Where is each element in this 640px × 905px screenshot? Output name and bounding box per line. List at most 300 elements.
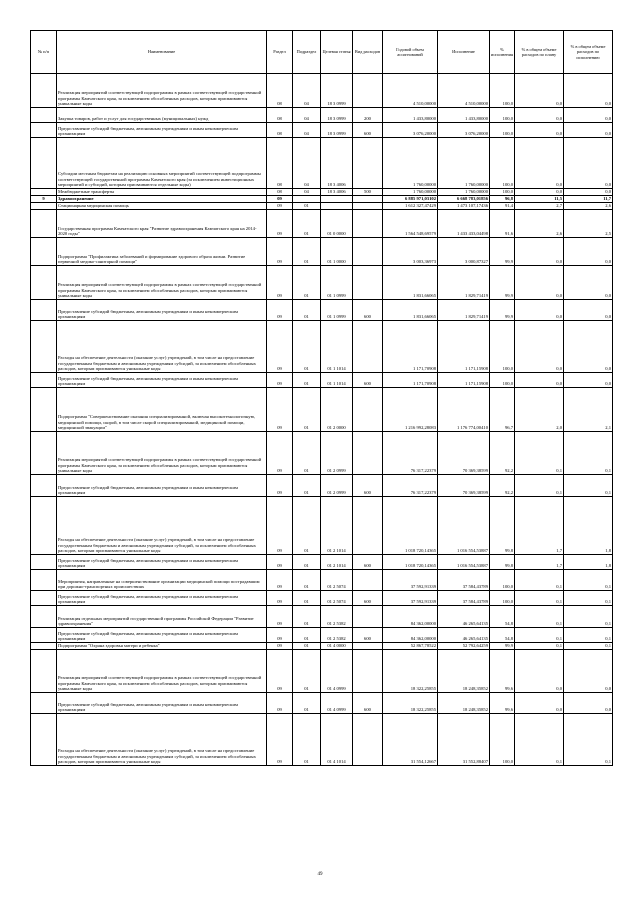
- cell-annual-plan: 1 831,66065: [383, 266, 438, 300]
- cell-name: Реализация мероприятий соответствующей подпрограммы в рамках соответствующей государственной программы Камчатского края, за исключением обособленных расходов, которым присваиваются уникальные коды: [57, 266, 267, 300]
- cell-share-execution: 0,1: [564, 432, 613, 475]
- cell-share-plan: 2,6: [515, 210, 564, 238]
- cell-share-execution: 0,0: [564, 108, 613, 123]
- header-razdel: Раздел: [267, 31, 293, 74]
- cell-share-plan: 0,0: [515, 108, 564, 123]
- cell-razdel: 09: [267, 388, 293, 432]
- cell-share-execution: 0,1: [564, 591, 613, 606]
- cell-share-plan: 0,1: [515, 628, 564, 643]
- cell-execution: 70 369,38599: [438, 475, 490, 497]
- cell-share-execution: 1,8: [564, 497, 613, 555]
- cell-share-plan: 0,0: [515, 321, 564, 373]
- table-row: [31, 74, 613, 108]
- cell-execution-pct: 100,0: [490, 321, 515, 373]
- cell-expense-type: 200: [353, 108, 383, 123]
- cell-expense-type: [353, 714, 383, 766]
- cell-execution-pct: 96,8: [490, 196, 515, 203]
- table-row: [31, 203, 613, 210]
- cell-share-plan: 2,0: [515, 388, 564, 432]
- cell-share-execution: 0,1: [564, 570, 613, 591]
- cell-execution-pct: 100,0: [490, 138, 515, 189]
- cell-execution-pct: 99,9: [490, 300, 515, 321]
- cell-share-plan: 11,5: [515, 196, 564, 203]
- header-execution-pct: % исполнения: [490, 31, 515, 74]
- cell-execution-pct: 100,0: [490, 108, 515, 123]
- cell-num: [31, 373, 57, 388]
- cell-annual-plan: 3 076,20000: [383, 123, 438, 138]
- cell-execution-pct: 100,0: [490, 123, 515, 138]
- cell-name: Реализация мероприятий соответствующей подпрограммы в рамках соответствующей государственной программы Камчатского края, за исключением обособленных расходов, которым присваиваются уникальные коды: [57, 432, 267, 475]
- cell-num: [31, 714, 57, 766]
- cell-name: Предоставление субсидий бюджетным, автономным учреждениям и иным некоммерческим организациям: [57, 475, 267, 497]
- cell-target-article: 01 4 1014: [321, 714, 353, 766]
- cell-name: Мероприятия, направленные на совершенствование организации медицинской помощи пострадавшим при дорожно-транспортных происшествиях: [57, 570, 267, 591]
- cell-expense-type: [353, 388, 383, 432]
- cell-target-article: 01 2 0999: [321, 475, 353, 497]
- cell-execution: 18 248,35852: [438, 693, 490, 714]
- cell-num: [31, 189, 57, 196]
- cell-name: Расходы на обеспечение деятельности (оказание услуг) учреждений, в том числе на предоставление государственным бюджетным и автономным учреждениям субсидий, за исключением обособленных расходов, которым присваиваются уникальные коды: [57, 714, 267, 766]
- cell-share-execution: 0,0: [564, 373, 613, 388]
- cell-name: Субсидии местным бюджетам на реализацию основных мероприятий соответствующей подпрограммы соответствующей государственной программы Камчатского края (за исключением инвестиционных мероприятий и субсидий, которым присваиваются отдельные коды): [57, 138, 267, 189]
- cell-annual-plan: 52 867,78522: [383, 643, 438, 650]
- cell-share-plan: 0,0: [515, 373, 564, 388]
- cell-share-execution: 1,8: [564, 555, 613, 570]
- table-row: [31, 321, 613, 373]
- cell-target-article: 01 2 5074: [321, 591, 353, 606]
- cell-execution-pct: 92,2: [490, 432, 515, 475]
- table-row: [31, 373, 613, 388]
- cell-share-execution: 0,0: [564, 300, 613, 321]
- table-row: [31, 210, 613, 238]
- cell-execution: 1 760,00000: [438, 189, 490, 196]
- cell-expense-type: [353, 238, 383, 266]
- cell-execution: 1 433,80000: [438, 108, 490, 123]
- cell-target-article: 01 2 0999: [321, 432, 353, 475]
- cell-num: [31, 138, 57, 189]
- cell-name: Расходы на обеспечение деятельности (оказание услуг) учреждений, в том числе на предоставление государственным бюджетным и автономным учреждениям субсидий, за исключением обособленных расходов, которым присваиваются уникальные коды: [57, 497, 267, 555]
- cell-share-plan: 0,0: [515, 238, 564, 266]
- cell-podrazdel: 01: [293, 321, 321, 373]
- cell-share-plan: 0,0: [515, 693, 564, 714]
- cell-target-article: 01 1 0999: [321, 300, 353, 321]
- table-row: [31, 643, 613, 650]
- cell-execution: 70 369,38599: [438, 432, 490, 475]
- cell-razdel: 08: [267, 108, 293, 123]
- table-row: [31, 475, 613, 497]
- cell-razdel: 08: [267, 138, 293, 189]
- cell-expense-type: [353, 650, 383, 693]
- cell-target-article: 18 3 0999: [321, 123, 353, 138]
- cell-podrazdel: 01: [293, 388, 321, 432]
- cell-podrazdel: 01: [293, 606, 321, 628]
- cell-share-execution: 0,0: [564, 238, 613, 266]
- cell-num: [31, 74, 57, 108]
- cell-expense-type: 600: [353, 555, 383, 570]
- cell-execution: 37 584,43789: [438, 570, 490, 591]
- cell-name: Предоставление субсидий бюджетным, автономным учреждениям и иным некоммерческим организациям: [57, 591, 267, 606]
- cell-num: [31, 555, 57, 570]
- cell-num: [31, 300, 57, 321]
- cell-name: Предоставление субсидий бюджетным, автономным учреждениям и иным некоммерческим организациям: [57, 555, 267, 570]
- cell-annual-plan: 1 433,80000: [383, 108, 438, 123]
- cell-annual-plan: 1 216 992,28083: [383, 388, 438, 432]
- cell-expense-type: [353, 210, 383, 238]
- cell-execution: 31 552,88407: [438, 714, 490, 766]
- cell-expense-type: [353, 203, 383, 210]
- cell-podrazdel: 04: [293, 189, 321, 196]
- cell-target-article: 01 2 1014: [321, 497, 353, 555]
- cell-execution: 1 176 774,00410: [438, 388, 490, 432]
- table-row: [31, 555, 613, 570]
- cell-name: Предоставление субсидий бюджетным, автономным учреждениям и иным некоммерческим организациям: [57, 300, 267, 321]
- cell-target-article: 01 2 5382: [321, 628, 353, 643]
- cell-execution-pct: 99,9: [490, 266, 515, 300]
- table-row: [31, 591, 613, 606]
- cell-name: Стационарная медицинская помощь: [57, 203, 267, 210]
- table-row: [31, 650, 613, 693]
- header-share-execution: % в общем объеме расходов по исполнению: [564, 31, 613, 74]
- cell-share-execution: 2,5: [564, 210, 613, 238]
- cell-target-article: 01 1 0999: [321, 266, 353, 300]
- cell-num: [31, 210, 57, 238]
- cell-expense-type: [353, 497, 383, 555]
- cell-target-article: 01 0 0000: [321, 210, 353, 238]
- table-row: [31, 388, 613, 432]
- cell-execution: 1 171,15908: [438, 373, 490, 388]
- cell-name: Подпрограмма "Совершенствование оказания специализированной, включая высокотехнологичную, медицинской помощи, скорой, в том числе скорой специализированной, медицинской помощи, медицинской эвакуации": [57, 388, 267, 432]
- table-header-row: [31, 31, 613, 74]
- table-row: [31, 108, 613, 123]
- cell-name: Реализация мероприятий соответствующей подпрограммы в рамках соответствующей государственной программы Камчатского края, за исключением обособленных расходов, которым присваиваются уникальные коды: [57, 650, 267, 693]
- cell-num: [31, 203, 57, 210]
- cell-expense-type: 600: [353, 300, 383, 321]
- cell-expense-type: 500: [353, 189, 383, 196]
- cell-share-execution: 0,0: [564, 123, 613, 138]
- cell-razdel: 09: [267, 570, 293, 591]
- table-row: [31, 714, 613, 766]
- cell-annual-plan: 76 317,22379: [383, 475, 438, 497]
- cell-annual-plan: 1 760,00000: [383, 138, 438, 189]
- cell-execution-pct: 100,0: [490, 74, 515, 108]
- cell-execution: 1 473 107,17436: [438, 203, 490, 210]
- table-row: [31, 570, 613, 591]
- cell-target-article: 18 3 0999: [321, 108, 353, 123]
- cell-expense-type: 600: [353, 591, 383, 606]
- cell-razdel: 09: [267, 432, 293, 475]
- cell-share-plan: 0,0: [515, 74, 564, 108]
- cell-share-plan: 0,0: [515, 189, 564, 196]
- table-row: [31, 266, 613, 300]
- cell-target-article: 01 1 0000: [321, 238, 353, 266]
- cell-target-article: 01 2 5074: [321, 570, 353, 591]
- cell-share-plan: 0,1: [515, 432, 564, 475]
- cell-podrazdel: 01: [293, 266, 321, 300]
- cell-share-plan: 1,7: [515, 497, 564, 555]
- cell-execution: 4 510,00000: [438, 74, 490, 108]
- cell-execution: 1 171,15908: [438, 321, 490, 373]
- cell-target-article: [321, 196, 353, 203]
- cell-podrazdel: 01: [293, 432, 321, 475]
- cell-execution-pct: 99,9: [490, 643, 515, 650]
- cell-annual-plan: 31 554,12667: [383, 714, 438, 766]
- cell-num: [31, 266, 57, 300]
- cell-expense-type: [353, 432, 383, 475]
- cell-annual-plan: 76 317,22379: [383, 432, 438, 475]
- cell-execution-pct: 100,0: [490, 591, 515, 606]
- cell-podrazdel: 01: [293, 373, 321, 388]
- cell-annual-plan: 1 171,70908: [383, 321, 438, 373]
- cell-share-execution: 2,6: [564, 203, 613, 210]
- document-page: [30, 30, 612, 766]
- cell-execution: 46 265,64135: [438, 606, 490, 628]
- cell-razdel: 09: [267, 650, 293, 693]
- cell-share-execution: 0,0: [564, 266, 613, 300]
- cell-execution: 18 248,35852: [438, 650, 490, 693]
- cell-expense-type: [353, 321, 383, 373]
- cell-share-execution: 0,0: [564, 138, 613, 189]
- cell-annual-plan: 4 510,00000: [383, 74, 438, 108]
- table-body: [31, 74, 613, 766]
- cell-podrazdel: 01: [293, 300, 321, 321]
- cell-share-plan: 0,1: [515, 570, 564, 591]
- cell-share-plan: 2,7: [515, 203, 564, 210]
- cell-expense-type: 600: [353, 475, 383, 497]
- cell-podrazdel: 01: [293, 475, 321, 497]
- cell-target-article: 01 2 0000: [321, 388, 353, 432]
- cell-razdel: 09: [267, 203, 293, 210]
- cell-execution: 1 760,00000: [438, 138, 490, 189]
- cell-num: [31, 321, 57, 373]
- cell-podrazdel: 04: [293, 138, 321, 189]
- cell-execution-pct: 99,8: [490, 555, 515, 570]
- cell-share-plan: 0,0: [515, 123, 564, 138]
- cell-share-execution: 0,1: [564, 475, 613, 497]
- cell-execution-pct: 100,0: [490, 189, 515, 196]
- cell-execution-pct: 99,8: [490, 497, 515, 555]
- cell-num: 9: [31, 196, 57, 203]
- cell-razdel: 09: [267, 628, 293, 643]
- cell-podrazdel: 01: [293, 693, 321, 714]
- cell-share-execution: 0,0: [564, 321, 613, 373]
- cell-execution: 3 000,87327: [438, 238, 490, 266]
- cell-num: [31, 388, 57, 432]
- cell-execution: 1 016 554,53887: [438, 497, 490, 555]
- cell-razdel: 09: [267, 555, 293, 570]
- cell-num: [31, 628, 57, 643]
- header-target-article: Целевая статья: [321, 31, 353, 74]
- cell-annual-plan: 37 592,91339: [383, 591, 438, 606]
- cell-execution-pct: 100,0: [490, 373, 515, 388]
- cell-name: Закупка товаров, работ и услуг для государственных (муниципальных) нужд: [57, 108, 267, 123]
- header-name: Наименование: [57, 31, 267, 74]
- cell-name: Предоставление субсидий бюджетным, автономным учреждениям и иным некоммерческим организациям: [57, 373, 267, 388]
- cell-execution-pct: 54,8: [490, 606, 515, 628]
- cell-annual-plan: 3 003,36973: [383, 238, 438, 266]
- cell-num: [31, 108, 57, 123]
- cell-annual-plan: 84 362,00000: [383, 606, 438, 628]
- cell-podrazdel: 01: [293, 203, 321, 210]
- table-row: [31, 606, 613, 628]
- cell-podrazdel: 01: [293, 650, 321, 693]
- cell-share-plan: 0,0: [515, 650, 564, 693]
- cell-podrazdel: 01: [293, 497, 321, 555]
- cell-execution-pct: 100,0: [490, 570, 515, 591]
- cell-num: [31, 643, 57, 650]
- cell-name: Реализация мероприятий соответствующей подпрограммы в рамках соответствующей государственной программы Камчатского края, за исключением обособленных расходов, которым присваиваются уникальные коды: [57, 74, 267, 108]
- cell-num: [31, 650, 57, 693]
- cell-share-execution: 0,1: [564, 714, 613, 766]
- cell-share-plan: 0,0: [515, 266, 564, 300]
- cell-execution-pct: 100,0: [490, 714, 515, 766]
- cell-execution: 3 076,20000: [438, 123, 490, 138]
- cell-podrazdel: 01: [293, 643, 321, 650]
- cell-podrazdel: 01: [293, 570, 321, 591]
- cell-podrazdel: [293, 196, 321, 203]
- cell-podrazdel: 01: [293, 714, 321, 766]
- cell-annual-plan: 84 362,00000: [383, 628, 438, 643]
- cell-share-execution: 0,0: [564, 74, 613, 108]
- cell-expense-type: [353, 138, 383, 189]
- cell-share-plan: 1,7: [515, 555, 564, 570]
- cell-podrazdel: 01: [293, 555, 321, 570]
- cell-podrazdel: 04: [293, 74, 321, 108]
- table-row: [31, 196, 613, 203]
- cell-razdel: 09: [267, 266, 293, 300]
- table-row: [31, 138, 613, 189]
- cell-execution: 1 016 554,53887: [438, 555, 490, 570]
- table-row: [31, 693, 613, 714]
- cell-razdel: 09: [267, 300, 293, 321]
- cell-num: [31, 475, 57, 497]
- cell-share-plan: 0,1: [515, 606, 564, 628]
- cell-target-article: 01 2 5382: [321, 606, 353, 628]
- cell-podrazdel: 04: [293, 123, 321, 138]
- cell-expense-type: [353, 196, 383, 203]
- cell-execution-pct: 96,7: [490, 388, 515, 432]
- cell-target-article: 18 3 0999: [321, 74, 353, 108]
- cell-annual-plan: 1 564 548,69579: [383, 210, 438, 238]
- cell-num: [31, 591, 57, 606]
- cell-name: Подпрограмма "Профилактика заболеваний и формирование здорового образа жизни. Развитие первичной медико-санитарной помощи": [57, 238, 267, 266]
- cell-annual-plan: 1 760,00000: [383, 189, 438, 196]
- cell-annual-plan: 1 018 720,14365: [383, 555, 438, 570]
- cell-razdel: 09: [267, 497, 293, 555]
- cell-num: [31, 497, 57, 555]
- cell-annual-plan: 1 171,70908: [383, 373, 438, 388]
- cell-target-article: 01 4 0000: [321, 643, 353, 650]
- cell-razdel: 08: [267, 123, 293, 138]
- cell-share-plan: 0,1: [515, 475, 564, 497]
- cell-share-execution: 0,0: [564, 189, 613, 196]
- cell-share-plan: 0,0: [515, 138, 564, 189]
- cell-execution-pct: 91,4: [490, 203, 515, 210]
- cell-expense-type: [353, 643, 383, 650]
- cell-share-execution: 0,0: [564, 693, 613, 714]
- cell-razdel: 09: [267, 714, 293, 766]
- cell-share-plan: 0,1: [515, 591, 564, 606]
- cell-name: Реализация отдельных мероприятий государственной программы Российской Федерации "Развитие здравоохранения": [57, 606, 267, 628]
- cell-annual-plan: 18 322,25855: [383, 650, 438, 693]
- cell-num: [31, 432, 57, 475]
- header-num: № п/п: [31, 31, 57, 74]
- cell-share-execution: 0,1: [564, 628, 613, 643]
- cell-razdel: 08: [267, 74, 293, 108]
- cell-podrazdel: 01: [293, 591, 321, 606]
- cell-num: [31, 570, 57, 591]
- cell-razdel: 09: [267, 591, 293, 606]
- cell-share-plan: 0,1: [515, 643, 564, 650]
- cell-expense-type: [353, 570, 383, 591]
- cell-target-article: 18 3 4006: [321, 138, 353, 189]
- cell-razdel: 09: [267, 373, 293, 388]
- cell-share-execution: 11,7: [564, 196, 613, 203]
- cell-target-article: 01 1 1014: [321, 321, 353, 373]
- cell-razdel: 09: [267, 321, 293, 373]
- cell-annual-plan: 37 592,91339: [383, 570, 438, 591]
- header-execution: Исполнение: [438, 31, 490, 74]
- cell-share-execution: 2,1: [564, 388, 613, 432]
- cell-razdel: 09: [267, 643, 293, 650]
- table-row: [31, 497, 613, 555]
- cell-share-execution: 0,1: [564, 643, 613, 650]
- cell-execution: 1 433 433,04498: [438, 210, 490, 238]
- cell-razdel: 09: [267, 606, 293, 628]
- cell-execution-pct: 91,6: [490, 210, 515, 238]
- cell-podrazdel: 01: [293, 210, 321, 238]
- cell-target-article: 18 3 4006: [321, 189, 353, 196]
- cell-execution-pct: 92,2: [490, 475, 515, 497]
- cell-execution-pct: 99,6: [490, 693, 515, 714]
- table-row: [31, 189, 613, 196]
- cell-razdel: 09: [267, 475, 293, 497]
- cell-razdel: 09: [267, 693, 293, 714]
- table-row: [31, 300, 613, 321]
- cell-share-plan: 0,0: [515, 300, 564, 321]
- cell-execution-pct: 54,8: [490, 628, 515, 643]
- cell-annual-plan: 1 831,66065: [383, 300, 438, 321]
- cell-name: Государственная программа Камчатского края "Развитие здравоохранения Камчатского края на 2014-2020 годы": [57, 210, 267, 238]
- header-annual-plan: Годовой объем ассигнований: [383, 31, 438, 74]
- cell-razdel: 08: [267, 189, 293, 196]
- cell-num: [31, 123, 57, 138]
- cell-share-execution: 0,0: [564, 650, 613, 693]
- cell-target-article: 01 2 1014: [321, 555, 353, 570]
- cell-razdel: 09: [267, 238, 293, 266]
- cell-annual-plan: 18 322,25855: [383, 693, 438, 714]
- cell-num: [31, 693, 57, 714]
- cell-expense-type: [353, 74, 383, 108]
- cell-execution: 52 792,64259: [438, 643, 490, 650]
- cell-name: Расходы на обеспечение деятельности (оказание услуг) учреждений, в том числе на предоставление государственным бюджетным и автономным учреждениям субсидий, за исключением обособленных расходов, которым присваиваются уникальные коды: [57, 321, 267, 373]
- cell-expense-type: 600: [353, 373, 383, 388]
- cell-name: Здравоохранение: [57, 196, 267, 203]
- cell-target-article: [321, 203, 353, 210]
- cell-annual-plan: 6 885 971,03102: [383, 196, 438, 203]
- page-number: 49: [317, 872, 323, 877]
- cell-share-execution: 0,1: [564, 606, 613, 628]
- cell-name: Подпрограмма "Охрана здоровья матери и ребенка": [57, 643, 267, 650]
- header-podrazdel: Подраздел: [293, 31, 321, 74]
- cell-execution-pct: 99,9: [490, 238, 515, 266]
- cell-expense-type: [353, 606, 383, 628]
- cell-target-article: 01 1 1014: [321, 373, 353, 388]
- cell-num: [31, 606, 57, 628]
- cell-execution: 1 829,71419: [438, 300, 490, 321]
- cell-expense-type: 600: [353, 693, 383, 714]
- table-row: [31, 123, 613, 138]
- cell-annual-plan: 1 018 720,14365: [383, 497, 438, 555]
